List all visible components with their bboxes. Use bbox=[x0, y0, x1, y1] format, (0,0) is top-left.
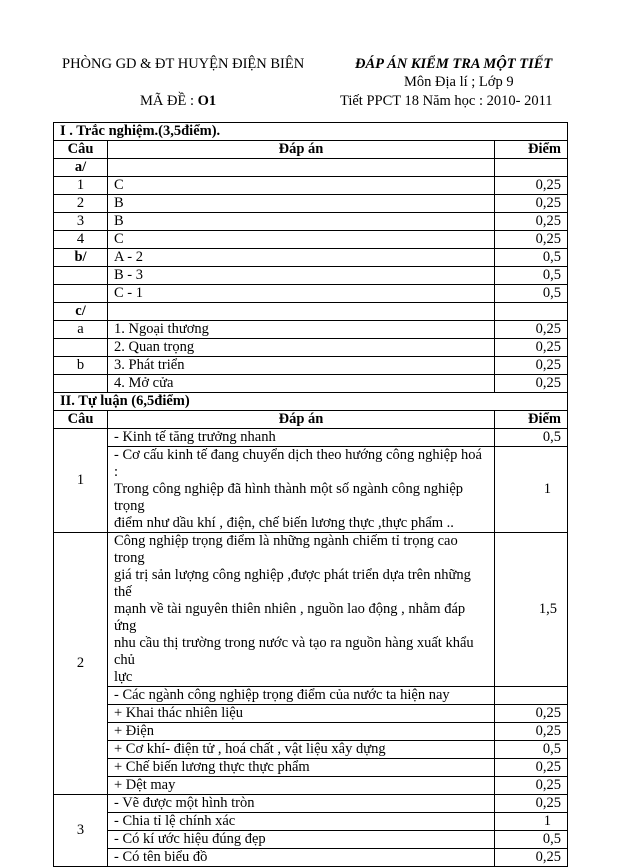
score-cell: 0,25 bbox=[494, 777, 567, 795]
score-cell: 1 bbox=[494, 813, 567, 831]
question-cell: 2 bbox=[54, 533, 108, 795]
col-header-question: Câu bbox=[54, 141, 108, 159]
table-row bbox=[54, 339, 568, 357]
table-row bbox=[54, 303, 568, 321]
answer-cell: - Có kí ước hiệu đúng đẹp bbox=[108, 831, 495, 849]
table-row bbox=[54, 533, 568, 687]
period-year: Tiết PPCT 18 Năm học : 2010- 2011 bbox=[340, 93, 553, 109]
table-row bbox=[54, 795, 568, 813]
answer-cell: - Có tên biểu đồ bbox=[108, 849, 495, 867]
table-row bbox=[54, 705, 568, 723]
table-row bbox=[54, 813, 568, 831]
answer-cell bbox=[108, 447, 495, 533]
question-cell bbox=[54, 267, 108, 285]
table-row bbox=[54, 777, 568, 795]
table-row bbox=[54, 267, 568, 285]
table-row bbox=[54, 687, 568, 705]
exam-code bbox=[140, 93, 216, 110]
question-cell: 3 bbox=[54, 213, 108, 231]
table-row bbox=[54, 195, 568, 213]
question-cell: a/ bbox=[54, 159, 108, 177]
answer-cell: - Kinh tế tăng trưởng nhanh bbox=[108, 429, 495, 447]
answer-cell: 4. Mở cửa bbox=[108, 375, 495, 393]
question-cell: 4 bbox=[54, 231, 108, 249]
answer-cell: + Điện bbox=[108, 723, 495, 741]
score-cell bbox=[494, 687, 567, 705]
table-row bbox=[54, 177, 568, 195]
exam-code-label: MÃ ĐỀ : bbox=[140, 93, 198, 109]
answer-cell: + Chế biến lương thực thực phẩm bbox=[108, 759, 495, 777]
part1-title: I . Trắc nghiệm.(3,5điểm). bbox=[54, 123, 568, 141]
part2-header-row bbox=[54, 411, 568, 429]
table-row bbox=[54, 429, 568, 447]
table-row bbox=[54, 849, 568, 867]
table-row bbox=[54, 741, 568, 759]
answer-cell: + Cơ khí- điện tử , hoá chất , vật liệu xây dựng bbox=[108, 741, 495, 759]
answer-line: Công nghiệp trọng điểm là những ngành chiếm tỉ trọng cao trong bbox=[114, 533, 458, 566]
col-header-answer: Đáp án bbox=[108, 411, 495, 429]
answer-line: giá trị sản lượng công nghiệp ,được phát triển dựa trên những thế bbox=[114, 567, 471, 600]
question-cell: b bbox=[54, 357, 108, 375]
answer-cell: - Các ngành công nghiệp trọng điểm của nước ta hiện nay bbox=[108, 687, 495, 705]
score-cell: 0,25 bbox=[494, 723, 567, 741]
score-cell: 0,25 bbox=[494, 231, 567, 249]
col-header-question: Câu bbox=[54, 411, 108, 429]
question-cell: b/ bbox=[54, 249, 108, 267]
table-row bbox=[54, 213, 568, 231]
table-row bbox=[54, 375, 568, 393]
question-cell: c/ bbox=[54, 303, 108, 321]
score-cell bbox=[494, 159, 567, 177]
answer-cell bbox=[108, 533, 495, 687]
answer-cell: C bbox=[108, 177, 495, 195]
answer-cell: - Vẽ được một hình tròn bbox=[108, 795, 495, 813]
answer-line: mạnh về tài nguyên thiên nhiên , nguồn lao động , nhằm đáp ứng bbox=[114, 601, 466, 634]
table-row bbox=[54, 357, 568, 375]
score-cell: 0,5 bbox=[494, 249, 567, 267]
school-department: PHÒNG GD & ĐT HUYỆN ĐIỆN BIÊN bbox=[62, 56, 305, 72]
question-cell: a bbox=[54, 321, 108, 339]
question-cell bbox=[54, 285, 108, 303]
score-cell: 0,25 bbox=[494, 339, 567, 357]
score-cell: 0,25 bbox=[494, 321, 567, 339]
table-row bbox=[54, 159, 568, 177]
answer-cell: 3. Phát triển bbox=[108, 357, 495, 375]
answer-cell: B - 3 bbox=[108, 267, 495, 285]
question-cell: 1 bbox=[54, 429, 108, 533]
part1-title-row bbox=[54, 123, 568, 141]
answer-cell: + Khai thác nhiên liệu bbox=[108, 705, 495, 723]
part2-title: II. Tự luận (6,5điểm) bbox=[54, 393, 568, 411]
answer-cell: B bbox=[108, 195, 495, 213]
table-row bbox=[54, 759, 568, 777]
table-row bbox=[54, 249, 568, 267]
table-row bbox=[54, 231, 568, 249]
col-header-score: Điểm bbox=[494, 411, 567, 429]
question-cell: 3 bbox=[54, 795, 108, 867]
score-cell: 0,5 bbox=[494, 429, 567, 447]
answer-cell: 1. Ngoại thương bbox=[108, 321, 495, 339]
answer-cell bbox=[108, 303, 495, 321]
score-cell: 0,25 bbox=[494, 705, 567, 723]
answer-cell: C - 1 bbox=[108, 285, 495, 303]
score-cell: 0,5 bbox=[494, 285, 567, 303]
answer-cell: + Dệt may bbox=[108, 777, 495, 795]
col-header-answer: Đáp án bbox=[108, 141, 495, 159]
score-cell: 0,25 bbox=[494, 759, 567, 777]
answer-cell bbox=[108, 159, 495, 177]
col-header-score: Điểm bbox=[494, 141, 567, 159]
score-cell: 1,5 bbox=[494, 533, 567, 687]
score-cell: 0,5 bbox=[494, 831, 567, 849]
score-cell: 1 bbox=[494, 447, 567, 533]
exam-code-value: O1 bbox=[197, 93, 217, 109]
table-row bbox=[54, 831, 568, 849]
answer-line: - Cơ cấu kinh tế đang chuyển dịch theo hướng công nghiệp hoá : bbox=[114, 447, 482, 480]
question-cell: 1 bbox=[54, 177, 108, 195]
answer-line: điểm như dầu khí , điện, chế biến lương thực ,thực phẩm .. bbox=[114, 515, 454, 531]
score-cell: 0,5 bbox=[494, 267, 567, 285]
answer-cell: B bbox=[108, 213, 495, 231]
answer-line: nhu cầu thị trường trong nước và tạo ra nguồn hàng xuất khẩu chủ bbox=[114, 635, 474, 668]
question-cell bbox=[54, 339, 108, 357]
question-cell bbox=[54, 375, 108, 393]
score-cell: 0,25 bbox=[494, 177, 567, 195]
answer-cell: - Chia tỉ lệ chính xác bbox=[108, 813, 495, 831]
score-cell: 0,25 bbox=[494, 195, 567, 213]
answer-table bbox=[53, 122, 568, 867]
score-cell: 0,25 bbox=[494, 375, 567, 393]
subject-grade: Môn Địa lí ; Lớp 9 bbox=[404, 74, 514, 90]
table-row bbox=[54, 285, 568, 303]
answer-cell: A - 2 bbox=[108, 249, 495, 267]
score-cell: 0,25 bbox=[494, 795, 567, 813]
score-cell: 0,5 bbox=[494, 741, 567, 759]
question-cell: 2 bbox=[54, 195, 108, 213]
score-cell: 0,25 bbox=[494, 357, 567, 375]
answer-line: lực bbox=[114, 669, 133, 685]
score-cell: 0,25 bbox=[494, 213, 567, 231]
answer-cell: C bbox=[108, 231, 495, 249]
part2-title-row bbox=[54, 393, 568, 411]
table-row bbox=[54, 321, 568, 339]
answer-cell: 2. Quan trọng bbox=[108, 339, 495, 357]
part1-header-row bbox=[54, 141, 568, 159]
table-row bbox=[54, 723, 568, 741]
table-row bbox=[54, 447, 568, 533]
score-cell: 0,25 bbox=[494, 849, 567, 867]
score-cell bbox=[494, 303, 567, 321]
answer-line: Trong công nghiệp đã hình thành một số ngành công nghiệp trọng bbox=[114, 481, 464, 514]
document-title: ĐÁP ÁN KIỂM TRA MỘT TIẾT bbox=[355, 56, 553, 72]
